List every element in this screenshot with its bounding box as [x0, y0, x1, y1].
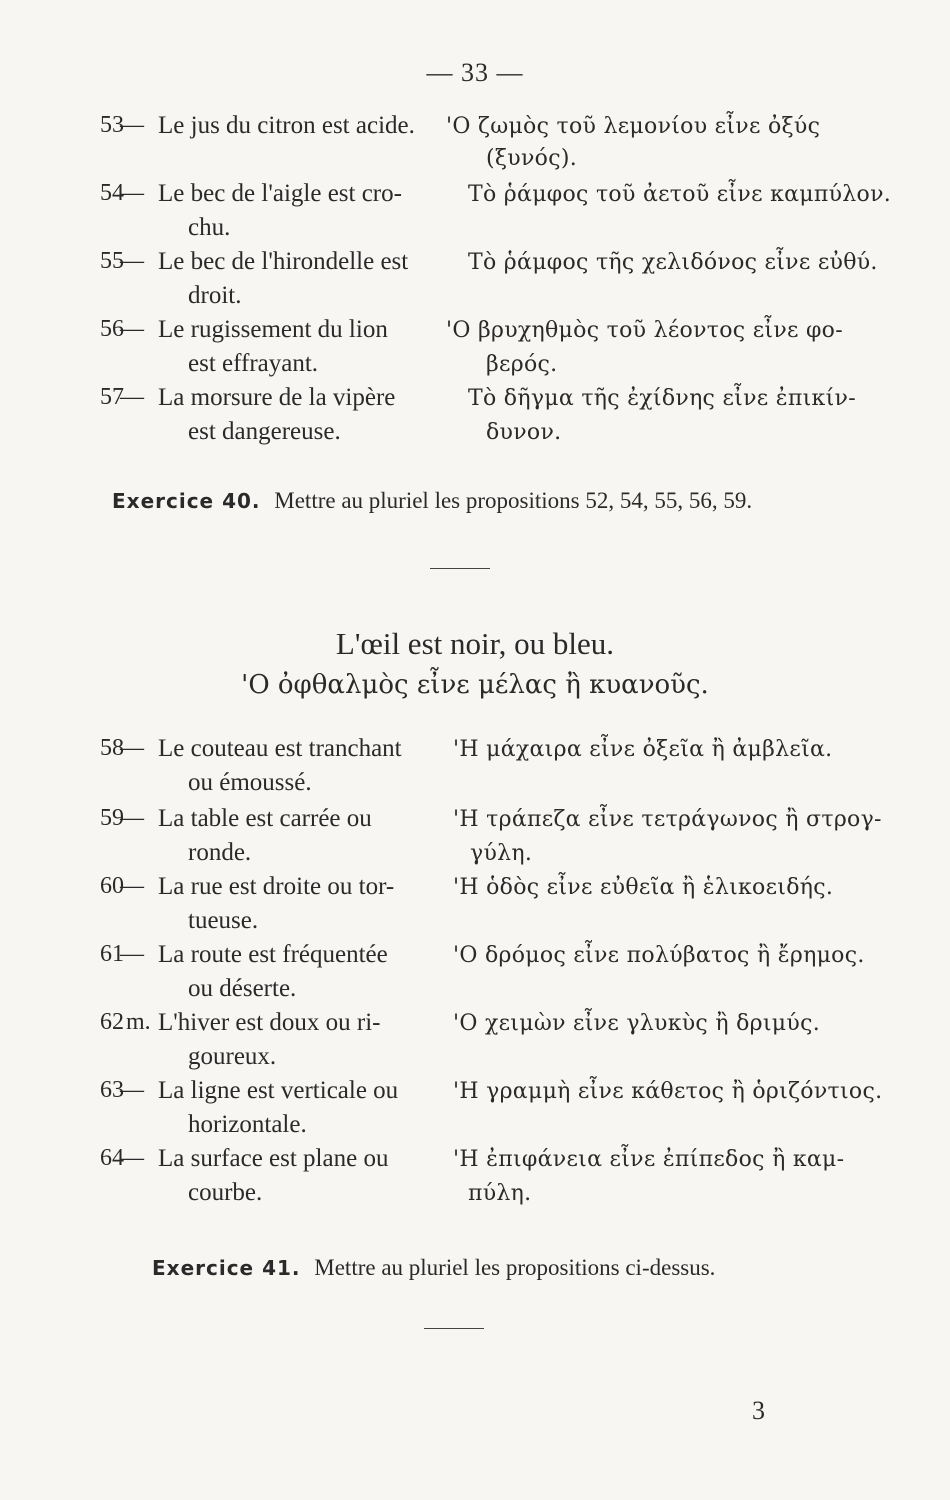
french-line-1: La table est carrée ou	[158, 805, 372, 832]
entry-number: 53	[100, 112, 124, 138]
french-line-1: Le couteau est tranchant	[158, 735, 402, 762]
exercise-text: Mettre au pluriel les propositions 52, 54, 55, 56, 59.	[274, 488, 753, 513]
greek-line-2: γύλη.	[470, 841, 533, 866]
divider-rule	[424, 1328, 484, 1329]
entry-dash: —	[120, 112, 144, 138]
signature-mark: 3	[752, 1396, 765, 1425]
exercise-40	[112, 488, 752, 514]
exercise-text: Mettre au pluriel les propositions ci-dessus.	[314, 1255, 716, 1280]
french-line-2: est effrayant.	[188, 350, 319, 377]
entry-number: 58	[100, 735, 124, 761]
entry-dash: —	[120, 316, 144, 342]
french-line-2: courbe.	[188, 1179, 263, 1206]
french-line-1: Le rugissement du lion	[158, 316, 388, 343]
entry-number: 62	[100, 1009, 124, 1035]
greek-line-1: 'H γραμμὴ εἶνε κάθετος ἢ ὁριζόντιος.	[453, 1079, 883, 1104]
entry-number: 57	[100, 384, 124, 410]
entry-dash: —	[120, 873, 144, 899]
greek-line-1: 'H μάχαιρα εἶνε ὀξεῖα ἢ ἀμβλεῖα.	[453, 737, 833, 762]
greek-line-2: βερός.	[486, 352, 558, 377]
french-line-2: tueuse.	[188, 907, 259, 934]
french-line-1: L'hiver est doux ou ri-	[158, 1009, 381, 1036]
entry-number: 64	[100, 1145, 124, 1171]
greek-line-1: 'O δρόμος εἶνε πολύβατος ἢ ἔρημος.	[453, 943, 865, 968]
greek-line-1: 'H ὁδὸς εἶνε εὐθεῖα ἢ ἑλικοειδής.	[453, 875, 834, 900]
entry-dash: —	[120, 805, 144, 831]
french-line-2: ou émoussé.	[188, 769, 312, 796]
french-line-2: droit.	[188, 282, 242, 309]
greek-line-2: (ξυνός).	[486, 146, 577, 171]
entry-number: 56	[100, 316, 124, 342]
section-heading-greek: 'O ὀφθαλμὸς εἶνε μέλας ἢ κυανοῦς.	[241, 670, 709, 700]
greek-line-1: 'O χειμὼν εἶνε γλυκὺς ἢ δριμύς.	[453, 1011, 820, 1036]
greek-line-1: Τὸ ῥάμφος τῆς χελιδόνος εἶνε εὐθύ.	[468, 250, 878, 275]
french-line-1: La morsure de la vipère	[158, 384, 396, 411]
french-line-1: Le jus du citron est acide.	[158, 112, 415, 139]
entry-dash: —	[120, 735, 144, 761]
greek-line-1: 'H ἐπιφάνεια εἶνε ἐπίπεδος ἢ καμ-	[453, 1147, 845, 1172]
entry-gender-mark: m.	[126, 1009, 151, 1035]
greek-line-1: 'O βρυχηθμὸς τοῦ λέοντος εἶνε φο-	[446, 318, 843, 343]
greek-line-2: πύλη.	[468, 1181, 532, 1206]
section-heading-french: L'œil est noir, ou bleu.	[335, 626, 615, 661]
french-line-2: goureux.	[188, 1043, 277, 1070]
french-line-2: est dangereuse.	[188, 418, 341, 445]
french-line-1: Le bec de l'aigle est cro-	[158, 180, 402, 207]
greek-line-1: Τὸ δῆγμα τῆς ἐχίδνης εἶνε ἐπικίν-	[468, 386, 856, 411]
entry-dash: —	[120, 384, 144, 410]
entry-dash: —	[120, 180, 144, 206]
french-line-2: horizontale.	[188, 1111, 307, 1138]
exercise-label: Exercice 41.	[152, 1256, 301, 1280]
entry-number: 59	[100, 805, 124, 831]
greek-line-1: 'O ζωμὸς τοῦ λεμονίου εἶνε ὀξύς	[446, 114, 821, 139]
entry-number: 54	[100, 180, 124, 206]
entry-dash: —	[120, 1077, 144, 1103]
greek-line-1: 'H τράπεζα εἶνε τετράγωνος ἢ στρογ-	[453, 807, 882, 832]
page-number: — 33 —	[426, 58, 524, 87]
french-line-2: ou déserte.	[188, 975, 297, 1002]
french-line-1: Le bec de l'hirondelle est	[158, 248, 409, 275]
entry-dash: —	[120, 1145, 144, 1171]
french-line-1: La rue est droite ou tor-	[158, 873, 395, 900]
entry-number: 61	[100, 941, 124, 967]
greek-line-2: δυνον.	[486, 420, 562, 445]
french-line-2: chu.	[188, 214, 231, 241]
entry-dash: —	[120, 248, 144, 274]
french-line-2: ronde.	[188, 839, 252, 866]
divider-rule	[430, 568, 490, 569]
french-line-1: La surface est plane ou	[158, 1145, 389, 1172]
french-line-1: La route est fréquentée	[158, 941, 388, 968]
greek-line-1: Τὸ ῥάμφος τοῦ ἀετοῦ εἶνε καμπύλον.	[468, 182, 892, 207]
entry-dash: —	[120, 941, 144, 967]
entry-number: 60	[100, 873, 124, 899]
entry-number: 63	[100, 1077, 124, 1103]
entry-number: 55	[100, 248, 124, 274]
french-line-1: La ligne est verticale ou	[158, 1077, 399, 1104]
exercise-41	[152, 1255, 715, 1281]
exercise-label: Exercice 40.	[112, 489, 261, 513]
